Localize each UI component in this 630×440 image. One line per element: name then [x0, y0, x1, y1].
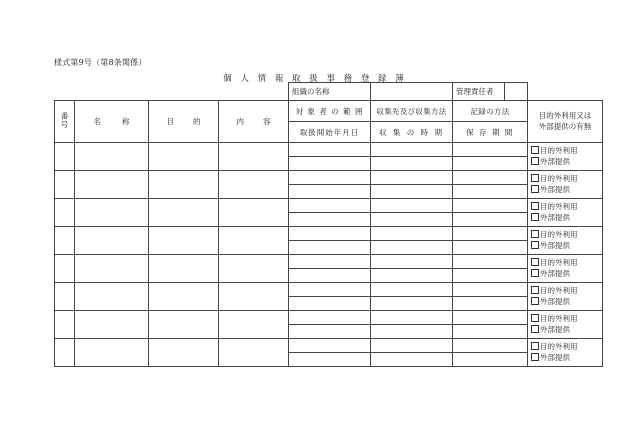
external-options-cell — [528, 339, 603, 367]
external-options-cell — [528, 283, 603, 311]
checkbox-icon[interactable] — [531, 202, 539, 210]
option-label: 外部提供 — [540, 240, 570, 250]
collect-time-cell[interactable] — [371, 157, 453, 171]
name-cell[interactable] — [75, 255, 149, 283]
external-options-cell — [528, 255, 603, 283]
content-header — [219, 101, 289, 143]
option-label: 目的外利用 — [540, 258, 578, 268]
purpose-cell[interactable] — [149, 171, 219, 199]
option-label: 外部提供 — [540, 324, 570, 334]
name-header-b: 称 — [122, 117, 130, 126]
name-header-a: 名 — [93, 117, 101, 126]
external-options-cell — [528, 227, 603, 255]
content-cell[interactable] — [219, 339, 289, 367]
scope-cell[interactable] — [289, 227, 371, 241]
checkbox-icon[interactable] — [531, 314, 539, 322]
collect-source-cell[interactable] — [371, 227, 453, 241]
start-date-cell[interactable] — [289, 353, 371, 367]
checkbox-icon[interactable] — [531, 353, 539, 361]
page-title: 個 人 情 報 取 扱 事 務 登 録 簿 — [223, 74, 407, 84]
external-option-provision[interactable] — [531, 185, 602, 195]
option-label: 外部提供 — [540, 156, 570, 166]
external-options-cell — [528, 311, 603, 339]
option-label: 外部提供 — [540, 352, 570, 362]
retention-cell[interactable] — [453, 297, 528, 311]
external-option-purpose[interactable] — [531, 174, 602, 184]
collect-source-cell[interactable] — [371, 171, 453, 185]
table-row — [55, 227, 603, 241]
content-cell[interactable] — [219, 311, 289, 339]
start-date-cell[interactable] — [289, 185, 371, 199]
purpose-header-b: 的 — [193, 117, 201, 126]
collect-time-cell[interactable] — [371, 325, 453, 339]
start-date-header: 取扱開始年月日 — [289, 122, 371, 143]
manager-field[interactable] — [505, 83, 528, 101]
external-option-provision[interactable] — [531, 213, 602, 223]
scope-header: 対 象 者 の 範 囲 — [289, 101, 371, 122]
manager-label: 管理責任者 — [453, 83, 505, 101]
table-row — [55, 283, 603, 297]
checkbox-icon[interactable] — [531, 342, 539, 350]
no-cell[interactable] — [55, 311, 75, 339]
retention-cell[interactable] — [453, 269, 528, 283]
external-header — [528, 101, 603, 143]
retention-cell[interactable] — [453, 241, 528, 255]
external-option-purpose[interactable] — [531, 286, 602, 296]
external-option-provision[interactable] — [531, 157, 602, 167]
name-cell[interactable] — [75, 283, 149, 311]
external-options-cell — [528, 199, 603, 227]
name-cell[interactable] — [75, 143, 149, 171]
name-cell[interactable] — [75, 171, 149, 199]
start-date-cell[interactable] — [289, 241, 371, 255]
collect-time-header: 収 集 の 時 期 — [371, 122, 453, 143]
content-cell[interactable] — [219, 171, 289, 199]
no-cell[interactable] — [55, 283, 75, 311]
scope-cell[interactable] — [289, 199, 371, 213]
content-cell[interactable] — [219, 227, 289, 255]
no-cell[interactable] — [55, 227, 75, 255]
external-option-provision[interactable] — [531, 241, 602, 251]
collect-time-cell[interactable] — [371, 297, 453, 311]
collect-time-cell[interactable] — [371, 241, 453, 255]
external-option-provision[interactable] — [531, 353, 602, 363]
external-option-provision[interactable] — [531, 269, 602, 279]
name-cell[interactable] — [75, 311, 149, 339]
checkbox-icon[interactable] — [531, 286, 539, 294]
no-cell[interactable] — [55, 143, 75, 171]
checkbox-icon[interactable] — [531, 174, 539, 182]
start-date-cell[interactable] — [289, 269, 371, 283]
external-option-provision[interactable] — [531, 297, 602, 307]
collect-source-cell[interactable] — [371, 283, 453, 297]
no-cell[interactable] — [55, 339, 75, 367]
collect-source-cell[interactable] — [371, 199, 453, 213]
external-option-purpose[interactable] — [531, 258, 602, 268]
record-method-cell[interactable] — [453, 283, 528, 297]
checkbox-icon[interactable] — [531, 157, 539, 165]
option-label: 目的外利用 — [540, 342, 578, 352]
checkbox-icon[interactable] — [531, 146, 539, 154]
external-option-purpose[interactable] — [531, 314, 602, 324]
start-date-cell[interactable] — [289, 297, 371, 311]
external-option-purpose[interactable] — [531, 146, 602, 156]
collect-time-cell[interactable] — [371, 185, 453, 199]
option-label: 目的外利用 — [540, 286, 578, 296]
table-row — [55, 255, 603, 269]
org-name-field[interactable] — [371, 83, 453, 101]
purpose-cell[interactable] — [149, 143, 219, 171]
table-row — [55, 339, 603, 353]
no-header — [55, 101, 75, 143]
content-cell[interactable] — [219, 283, 289, 311]
collect-time-cell[interactable] — [371, 269, 453, 283]
content-cell[interactable] — [219, 255, 289, 283]
table-row — [55, 143, 603, 157]
collect-source-cell[interactable] — [371, 143, 453, 157]
register-table — [54, 82, 603, 367]
record-method-cell[interactable] — [453, 255, 528, 269]
option-label: 外部提供 — [540, 296, 570, 306]
option-label: 外部提供 — [540, 184, 570, 194]
start-date-cell[interactable] — [289, 157, 371, 171]
purpose-header — [149, 101, 219, 143]
external-options-cell — [528, 171, 603, 199]
name-cell[interactable] — [75, 227, 149, 255]
purpose-cell[interactable] — [149, 339, 219, 367]
external-header-line1: 目的外利用又は — [538, 111, 592, 120]
content-header-a: 内 — [236, 117, 244, 126]
option-label: 目的外利用 — [540, 146, 578, 156]
record-method-cell[interactable] — [453, 199, 528, 213]
collect-source-header: 収集先及び収集方法 — [371, 101, 453, 122]
purpose-cell[interactable] — [149, 255, 219, 283]
collect-time-cell[interactable] — [371, 213, 453, 227]
purpose-header-a: 目 — [166, 117, 174, 126]
table-row — [55, 311, 603, 325]
option-label: 目的外利用 — [540, 230, 578, 240]
record-method-header: 記録の方法 — [453, 101, 528, 122]
table-row — [55, 199, 603, 213]
checkbox-icon[interactable] — [531, 241, 539, 249]
retention-cell[interactable] — [453, 353, 528, 367]
checkbox-icon[interactable] — [531, 230, 539, 238]
external-header-line2: 外部提供の有無 — [538, 121, 592, 131]
scope-cell[interactable] — [289, 171, 371, 185]
no-cell[interactable] — [55, 171, 75, 199]
scope-cell[interactable] — [289, 143, 371, 157]
org-row — [55, 83, 603, 101]
external-options-cell — [528, 143, 603, 171]
checkbox-icon[interactable] — [531, 258, 539, 266]
option-label: 外部提供 — [540, 212, 570, 222]
header-row-1 — [55, 101, 603, 122]
record-method-cell[interactable] — [453, 339, 528, 353]
retention-header: 保 存 期 間 — [453, 122, 528, 143]
purpose-cell[interactable] — [149, 199, 219, 227]
record-method-cell[interactable] — [453, 143, 528, 157]
content-cell[interactable] — [219, 143, 289, 171]
external-option-purpose[interactable] — [531, 230, 602, 240]
checkbox-icon[interactable] — [531, 269, 539, 277]
start-date-cell[interactable] — [289, 213, 371, 227]
retention-cell[interactable] — [453, 213, 528, 227]
start-date-cell[interactable] — [289, 325, 371, 339]
option-label: 目的外利用 — [540, 202, 578, 212]
collect-time-cell[interactable] — [371, 353, 453, 367]
record-method-cell[interactable] — [453, 311, 528, 325]
content-cell[interactable] — [219, 199, 289, 227]
no-cell[interactable] — [55, 255, 75, 283]
scope-cell[interactable] — [289, 255, 371, 269]
option-label: 目的外利用 — [540, 314, 578, 324]
purpose-cell[interactable] — [149, 311, 219, 339]
option-label: 外部提供 — [540, 268, 570, 278]
purpose-cell[interactable] — [149, 227, 219, 255]
name-cell[interactable] — [75, 199, 149, 227]
scope-cell[interactable] — [289, 311, 371, 325]
name-cell[interactable] — [75, 339, 149, 367]
no-header-text: 番号 — [60, 112, 69, 129]
org-name-label: 組織の名称 — [289, 83, 371, 101]
scope-cell[interactable] — [289, 283, 371, 297]
external-option-provision[interactable] — [531, 325, 602, 335]
record-method-cell[interactable] — [453, 171, 528, 185]
scope-cell[interactable] — [289, 339, 371, 353]
retention-cell[interactable] — [453, 157, 528, 171]
no-cell[interactable] — [55, 199, 75, 227]
retention-cell[interactable] — [453, 185, 528, 199]
content-header-b: 容 — [263, 117, 271, 126]
external-option-purpose[interactable] — [531, 202, 602, 212]
collect-source-cell[interactable] — [371, 311, 453, 325]
purpose-cell[interactable] — [149, 283, 219, 311]
record-method-cell[interactable] — [453, 227, 528, 241]
table-row — [55, 171, 603, 185]
external-option-purpose[interactable] — [531, 342, 602, 352]
collect-source-cell[interactable] — [371, 255, 453, 269]
checkbox-icon[interactable] — [531, 297, 539, 305]
form-number: 様式第9号（第8条関係） — [54, 58, 147, 67]
checkbox-icon[interactable] — [531, 213, 539, 221]
retention-cell[interactable] — [453, 325, 528, 339]
collect-source-cell[interactable] — [371, 339, 453, 353]
checkbox-icon[interactable] — [531, 185, 539, 193]
option-label: 目的外利用 — [540, 174, 578, 184]
name-header — [75, 101, 149, 143]
checkbox-icon[interactable] — [531, 325, 539, 333]
